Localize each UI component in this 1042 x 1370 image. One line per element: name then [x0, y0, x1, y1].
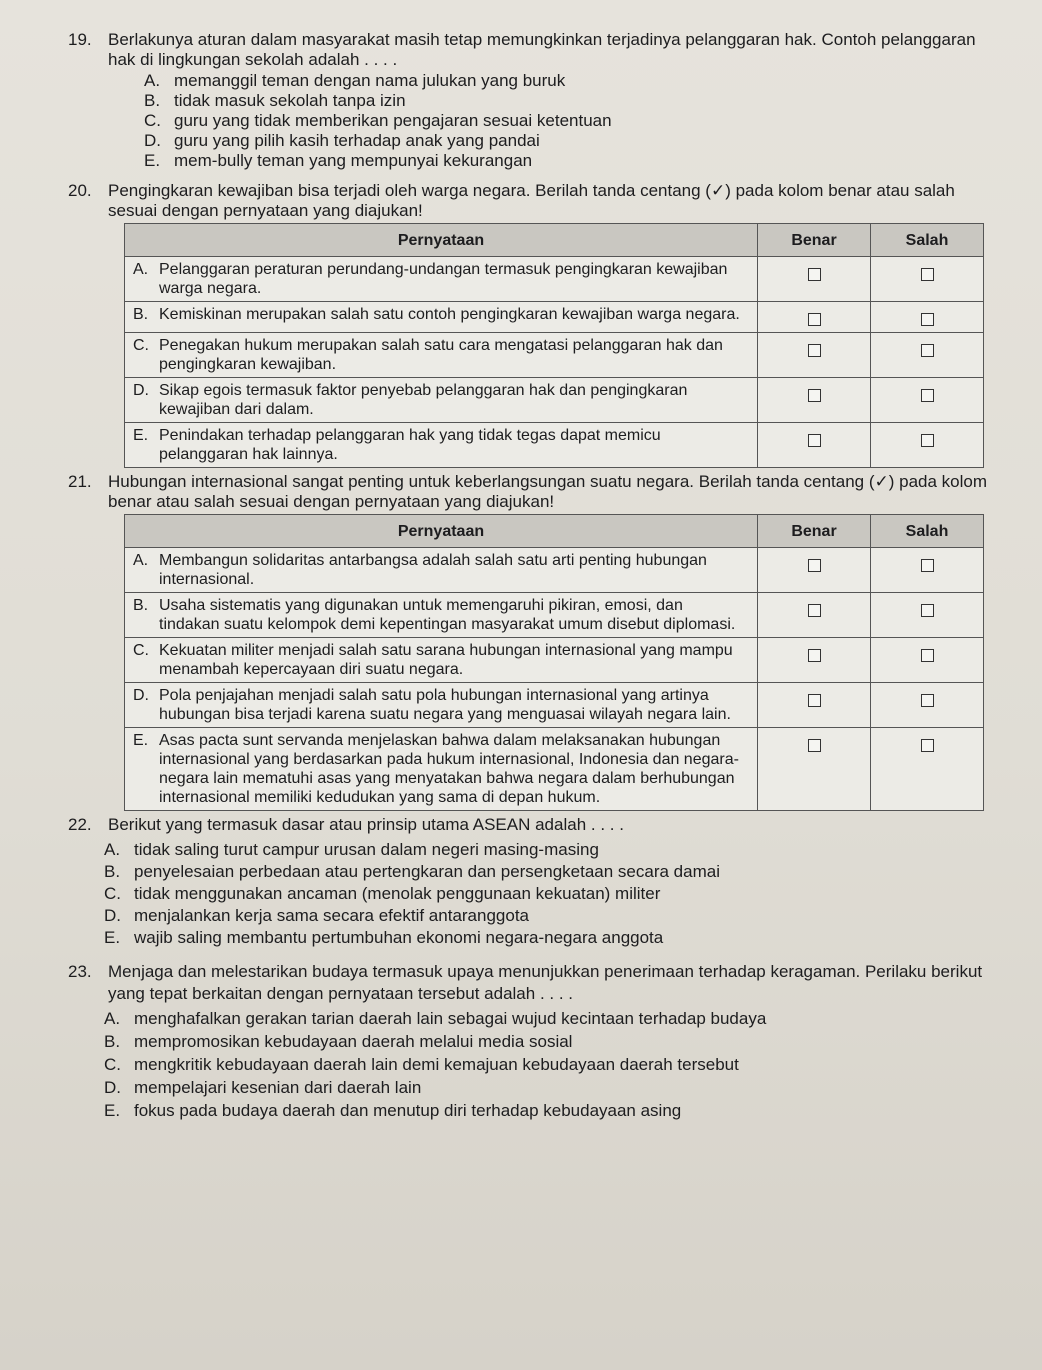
- option-a[interactable]: [104, 839, 1002, 861]
- option-d[interactable]: [144, 131, 1002, 151]
- false-checkbox[interactable]: [921, 649, 934, 662]
- true-checkbox[interactable]: [808, 434, 821, 447]
- question-20: [68, 181, 1002, 468]
- option-text: memanggil teman dengan nama julukan yang buruk: [174, 71, 566, 90]
- header-true: Benar: [758, 515, 871, 548]
- table-row: [125, 728, 984, 811]
- row-letter: E.: [133, 427, 149, 444]
- true-false-table-20: [124, 223, 984, 468]
- row-letter: E.: [133, 732, 149, 749]
- option-letter: B.: [104, 862, 121, 881]
- option-text: menghafalkan gerakan tarian daerah lain sebagai wujud kecintaan terhadap budaya: [134, 1009, 767, 1028]
- true-checkbox[interactable]: [808, 739, 821, 752]
- header-statement: Pernyataan: [125, 224, 758, 257]
- row-statement: Sikap egois termasuk faktor penyebab pelanggaran hak dan pengingkaran kewajiban dari dalam.: [159, 382, 688, 418]
- option-letter: D.: [144, 131, 161, 150]
- option-letter: A.: [104, 1009, 121, 1028]
- option-text: menjalankan kerja sama secara efektif antaranggota: [134, 906, 530, 925]
- table-row: [125, 548, 984, 593]
- true-checkbox[interactable]: [808, 649, 821, 662]
- row-letter: D.: [133, 382, 149, 399]
- row-letter: C.: [133, 642, 149, 659]
- false-checkbox[interactable]: [921, 739, 934, 752]
- row-statement: Kemiskinan merupakan salah satu contoh pengingkaran kewajiban warga negara.: [159, 306, 740, 323]
- option-b[interactable]: [104, 1030, 1002, 1053]
- table-row: [125, 257, 984, 302]
- question-number: 23.: [68, 962, 92, 981]
- header-true: Benar: [758, 224, 871, 257]
- false-checkbox[interactable]: [921, 313, 934, 326]
- question-text: Menjaga dan melestarikan budaya termasuk upaya menunjukkan penerimaan terhadap keragaman. Perilaku berikut yang tepat berkaitan dengan pernyataan tersebut adalah . . . .: [108, 962, 983, 1003]
- question-text: Hubungan internasional sangat penting untuk keberlangsungan suatu negara. Berilah tanda centang (✓) pada kolom benar atau salah sesuai dengan pernyataan yang diajukan!: [108, 472, 988, 511]
- question-22: [68, 815, 1002, 949]
- option-letter: C.: [104, 884, 121, 903]
- option-letter: A.: [144, 71, 161, 90]
- table-row: [125, 683, 984, 728]
- row-statement: Penegakan hukum merupakan salah satu cara mengatasi pelanggaran hak dan pengingkaran kewajiban.: [159, 337, 723, 373]
- option-text: guru yang pilih kasih terhadap anak yang pandai: [174, 131, 540, 150]
- option-letter: E.: [104, 928, 121, 947]
- option-text: wajib saling membantu pertumbuhan ekonomi negara-negara anggota: [134, 928, 664, 947]
- row-statement: Penindakan terhadap pelanggaran hak yang tidak tegas dapat memicu pelanggaran hak lainnya.: [159, 427, 661, 463]
- question-text: Pengingkaran kewajiban bisa terjadi oleh warga negara. Berilah tanda centang (✓) pada kolom benar atau salah sesuai dengan pernyataan yang diajukan!: [108, 181, 955, 220]
- true-checkbox[interactable]: [808, 268, 821, 281]
- option-letter: D.: [104, 906, 121, 925]
- question-23: [68, 961, 1002, 1122]
- option-letter: E.: [144, 151, 161, 170]
- question-text: Berikut yang termasuk dasar atau prinsip utama ASEAN adalah . . . .: [108, 815, 624, 834]
- option-text: penyelesaian perbedaan atau pertengkaran dan persengketaan secara damai: [134, 862, 720, 881]
- false-checkbox[interactable]: [921, 344, 934, 357]
- option-c[interactable]: [144, 111, 1002, 131]
- option-letter: E.: [104, 1101, 121, 1120]
- false-checkbox[interactable]: [921, 559, 934, 572]
- header-statement: Pernyataan: [125, 515, 758, 548]
- option-c[interactable]: [104, 883, 1002, 905]
- row-statement: Pola penjajahan menjadi salah satu pola hubungan internasional yang artinya hubungan bisa terjadi karena suatu negara yang menguasai wilayah negara lain.: [159, 687, 731, 723]
- true-checkbox[interactable]: [808, 559, 821, 572]
- option-text: guru yang tidak memberikan pengajaran sesuai ketentuan: [174, 111, 612, 130]
- option-a[interactable]: [104, 1007, 1002, 1030]
- option-letter: D.: [104, 1078, 121, 1097]
- row-letter: A.: [133, 552, 149, 569]
- false-checkbox[interactable]: [921, 268, 934, 281]
- row-statement: Membangun solidaritas antarbangsa adalah salah satu arti penting hubungan internasional.: [159, 552, 707, 588]
- question-number: 20.: [68, 181, 92, 200]
- true-checkbox[interactable]: [808, 604, 821, 617]
- option-text: tidak menggunakan ancaman (menolak penggunaan kekuatan) militer: [134, 884, 661, 903]
- option-letter: B.: [144, 91, 161, 110]
- true-checkbox[interactable]: [808, 389, 821, 402]
- option-letter: A.: [104, 840, 121, 859]
- row-statement: Asas pacta sunt servanda menjelaskan bahwa dalam melaksanakan hubungan internasional yang berdasarkan pada hukum internasional, Indonesia dan negara-negara lain mematuhi asas yang menyatakan bahwa negara dalam berhubungan internasional memiliki kedudukan yang sama di depan hukum.: [159, 732, 739, 806]
- option-c[interactable]: [104, 1053, 1002, 1076]
- option-e[interactable]: [104, 1099, 1002, 1122]
- option-a[interactable]: [144, 71, 1002, 91]
- question-19: [68, 30, 1002, 171]
- option-letter: B.: [104, 1032, 121, 1051]
- option-b[interactable]: [104, 861, 1002, 883]
- option-e[interactable]: [144, 151, 1002, 171]
- option-e[interactable]: [104, 927, 1002, 949]
- row-statement: Pelanggaran peraturan perundang-undangan termasuk pengingkaran kewajiban warga negara.: [159, 261, 728, 297]
- row-letter: D.: [133, 687, 149, 704]
- header-false: Salah: [871, 224, 984, 257]
- true-checkbox[interactable]: [808, 313, 821, 326]
- row-letter: A.: [133, 261, 149, 278]
- table-row: [125, 638, 984, 683]
- question-text: Berlakunya aturan dalam masyarakat masih tetap memungkinkan terjadinya pelanggaran hak. Contoh pelanggaran hak di lingkungan sekolah adalah . . . .: [108, 30, 976, 69]
- option-text: mengkritik kebudayaan daerah lain demi kemajuan kebudayaan daerah tersebut: [134, 1055, 739, 1074]
- option-text: mempelajari kesenian dari daerah lain: [134, 1078, 422, 1097]
- question-21: [68, 472, 1002, 811]
- option-text: fokus pada budaya daerah dan menutup diri terhadap kebudayaan asing: [134, 1101, 682, 1120]
- table-row: [125, 378, 984, 423]
- option-b[interactable]: [144, 91, 1002, 111]
- option-text: tidak saling turut campur urusan dalam negeri masing-masing: [134, 840, 599, 859]
- false-checkbox[interactable]: [921, 604, 934, 617]
- question-number: 21.: [68, 472, 92, 491]
- option-text: mempromosikan kebudayaan daerah melalui media sosial: [134, 1032, 573, 1051]
- true-false-table-21: [124, 514, 984, 811]
- row-letter: C.: [133, 337, 149, 354]
- option-d[interactable]: [104, 905, 1002, 927]
- table-row: [125, 333, 984, 378]
- option-letter: C.: [104, 1055, 121, 1074]
- true-checkbox[interactable]: [808, 344, 821, 357]
- question-number: 22.: [68, 815, 92, 834]
- false-checkbox[interactable]: [921, 434, 934, 447]
- true-checkbox[interactable]: [808, 694, 821, 707]
- false-checkbox[interactable]: [921, 694, 934, 707]
- row-letter: B.: [133, 306, 149, 323]
- question-number: 19.: [68, 30, 92, 49]
- option-letter: C.: [144, 111, 161, 130]
- row-statement: Kekuatan militer menjadi salah satu sarana hubungan internasional yang mampu menambah kepercayaan diri suatu negara.: [159, 642, 733, 678]
- option-text: mem-bully teman yang mempunyai kekurangan: [174, 151, 533, 170]
- table-row: [125, 593, 984, 638]
- table-row: [125, 302, 984, 333]
- option-d[interactable]: [104, 1076, 1002, 1099]
- table-row: [125, 423, 984, 468]
- option-text: tidak masuk sekolah tanpa izin: [174, 91, 406, 110]
- row-letter: B.: [133, 597, 149, 614]
- row-statement: Usaha sistematis yang digunakan untuk memengaruhi pikiran, emosi, dan tindakan suatu kelompok demi kepentingan masyarakat umum disebut diplomasi.: [159, 597, 736, 633]
- false-checkbox[interactable]: [921, 389, 934, 402]
- header-false: Salah: [871, 515, 984, 548]
